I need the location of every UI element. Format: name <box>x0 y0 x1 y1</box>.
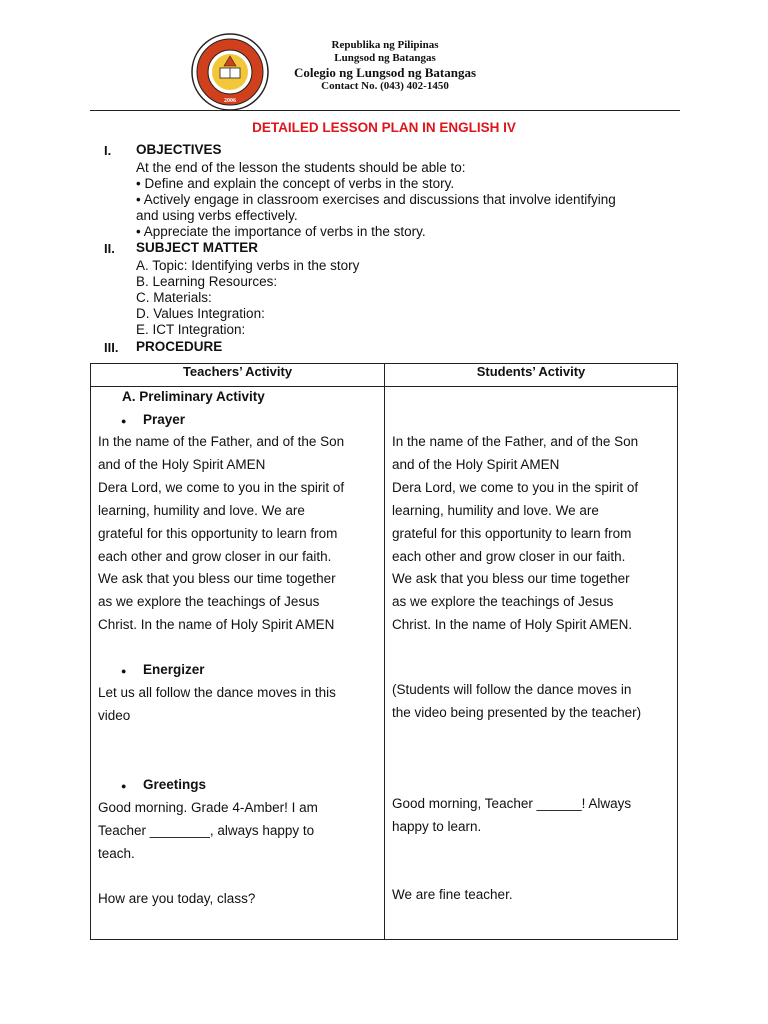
student-answer: We are fine teacher. <box>392 887 513 902</box>
teacher-energizer-line: Let us all follow the dance moves in this <box>98 685 336 700</box>
greetings-heading: Greetings <box>143 777 207 792</box>
teacher-prayer-line: each other and grow closer in our faith. <box>98 549 332 564</box>
objectives-intro: At the end of the lesson the students should be able to: <box>136 160 466 175</box>
student-prayer-line: and of the Holy Spirit AMEN <box>392 457 560 472</box>
bullet-icon: ● <box>121 781 127 791</box>
objective-item: • Actively engage in classroom exercises and discussions that involve identifying <box>136 192 616 207</box>
teacher-prayer-line: Christ. In the name of Holy Spirit AMEN <box>98 617 335 632</box>
city-line: Lungsod ng Batangas <box>334 52 436 64</box>
subject-ict: E. ICT Integration: <box>136 322 246 337</box>
prayer-heading: Prayer <box>143 412 186 427</box>
seal-year: 2006 <box>224 98 236 104</box>
student-energizer-line: (Students will follow the dance moves in <box>392 682 632 697</box>
objectives-heading: OBJECTIVES <box>136 142 222 157</box>
subject-resources: B. Learning Resources: <box>136 274 278 289</box>
energizer-heading: Energizer <box>143 662 205 677</box>
procedure-number: III. <box>104 340 119 355</box>
page-title: DETAILED LESSON PLAN IN ENGLISH IV <box>252 120 516 135</box>
student-column-header: Students’ Activity <box>385 364 678 387</box>
teacher-prayer-line: learning, humility and love. We are <box>98 503 305 518</box>
teacher-prayer-line: grateful for this opportunity to learn from <box>98 526 338 541</box>
teacher-prayer-line: In the name of the Father, and of the Son <box>98 434 345 449</box>
bullet-icon: ● <box>121 666 127 676</box>
procedure-heading: PROCEDURE <box>136 339 223 354</box>
student-prayer-line: Dera Lord, we come to you in the spirit of <box>392 480 639 495</box>
student-energizer-line: the video being presented by the teacher) <box>392 705 642 720</box>
teacher-prayer-line: We ask that you bless our time together <box>98 571 336 586</box>
objective-item-continued: and using verbs effectively. <box>136 208 298 223</box>
preliminary-activity-heading: A. Preliminary Activity <box>122 389 265 404</box>
teacher-greeting-line: Teacher ________, always happy to <box>98 823 315 838</box>
contact-number: Contact No. (043) 402-1450 <box>321 80 449 92</box>
student-activity-cell <box>385 387 678 940</box>
student-prayer-line: grateful for this opportunity to learn from <box>392 526 632 541</box>
student-greeting-line: Good morning, Teacher ______! Always <box>392 796 632 811</box>
subject-matter-heading: SUBJECT MATTER <box>136 240 259 255</box>
subject-values: D. Values Integration: <box>136 306 265 321</box>
student-prayer-line: We ask that you bless our time together <box>392 571 630 586</box>
teacher-prayer-line: and of the Holy Spirit AMEN <box>98 457 266 472</box>
student-prayer-line: In the name of the Father, and of the Son <box>392 434 639 449</box>
teacher-greeting-line: teach. <box>98 846 135 861</box>
subject-matter-number: II. <box>104 241 115 256</box>
student-prayer-line: Christ. In the name of Holy Spirit AMEN. <box>392 617 633 632</box>
header-divider <box>90 110 680 111</box>
subject-materials: C. Materials: <box>136 290 212 305</box>
teacher-activity-cell <box>91 387 385 940</box>
teacher-energizer-line: video <box>98 708 131 723</box>
teacher-prayer-line: as we explore the teachings of Jesus <box>98 594 320 609</box>
student-prayer-line: learning, humility and love. We are <box>392 503 599 518</box>
school-info <box>270 39 500 93</box>
objective-item: • Appreciate the importance of verbs in the story. <box>136 224 426 239</box>
republic-line: Republika ng Pilipinas <box>331 39 439 51</box>
objectives-number: I. <box>104 143 112 158</box>
procedure-table <box>90 363 678 940</box>
teacher-greeting-line: Good morning. Grade 4-Amber! I am <box>98 800 318 815</box>
teacher-question: How are you today, class? <box>98 891 256 906</box>
school-seal-icon <box>190 32 270 112</box>
student-greeting-line: happy to learn. <box>392 819 482 834</box>
teacher-column-header: Teachers’ Activity <box>91 364 385 387</box>
objective-item: • Define and explain the concept of verbs in the story. <box>136 176 455 191</box>
subject-topic: A. Topic: Identifying verbs in the story <box>136 258 360 273</box>
bullet-icon: ● <box>121 416 127 426</box>
student-prayer-line: each other and grow closer in our faith. <box>392 549 626 564</box>
teacher-prayer-line: Dera Lord, we come to you in the spirit of <box>98 480 345 495</box>
school-name: Colegio ng Lungsod ng Batangas <box>293 65 477 80</box>
document-header <box>0 32 768 102</box>
student-prayer-line: as we explore the teachings of Jesus <box>392 594 614 609</box>
